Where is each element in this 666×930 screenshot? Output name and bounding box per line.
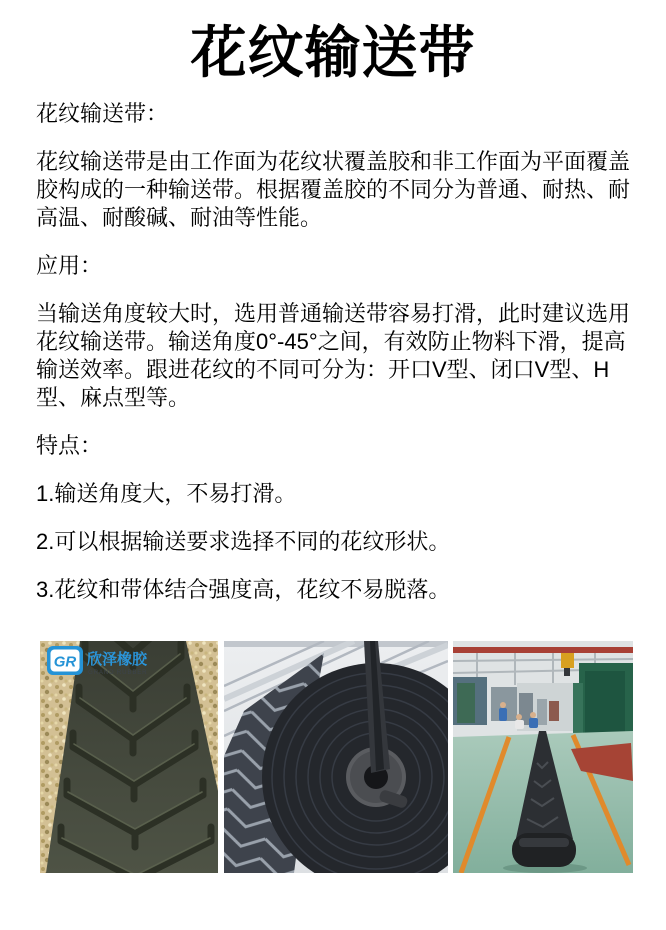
intro-paragraph: 花纹输送带是由工作面为花纹状覆盖胶和非工作面为平面覆盖胶构成的一种输送带。根据覆盖胶的不同分为普通、耐热、耐高温、耐酸碱、耐油等性能。 bbox=[36, 149, 631, 230]
intro-label: 花纹输送带： bbox=[36, 101, 169, 126]
feature-item-3: 3.花纹和带体结合强度高，花纹不易脱落。 bbox=[36, 577, 451, 602]
article bbox=[36, 100, 630, 604]
features-label: 特点： bbox=[36, 433, 103, 458]
application-label: 应用： bbox=[36, 253, 103, 278]
feature-item-1: 1.输送角度大，不易打滑。 bbox=[36, 481, 297, 506]
logo-name-en: GRAND RUBBER bbox=[88, 669, 148, 676]
product-gallery bbox=[40, 641, 666, 873]
logo-monogram: GR bbox=[53, 653, 77, 671]
application-paragraph: 当输送角度较大时，选用普通输送带容易打滑，此时建议选用花纹输送带。输送角度0°-45°之间，有效防止物料下滑，提高输送效率。跟进花纹的不同可分为：开口V型、闭口V型、H型、麻点型等。 bbox=[36, 301, 631, 410]
photo-chevron-belt bbox=[40, 641, 218, 873]
brand-logo bbox=[47, 646, 148, 676]
photo-belt-roll bbox=[224, 641, 448, 873]
page-title: 花纹输送带 bbox=[190, 21, 476, 84]
feature-item-2: 2.可以根据输送要求选择不同的花纹形状。 bbox=[36, 529, 451, 554]
logo-name-cn: 欣泽橡胶 bbox=[87, 651, 148, 668]
photo-factory-floor bbox=[453, 641, 633, 873]
